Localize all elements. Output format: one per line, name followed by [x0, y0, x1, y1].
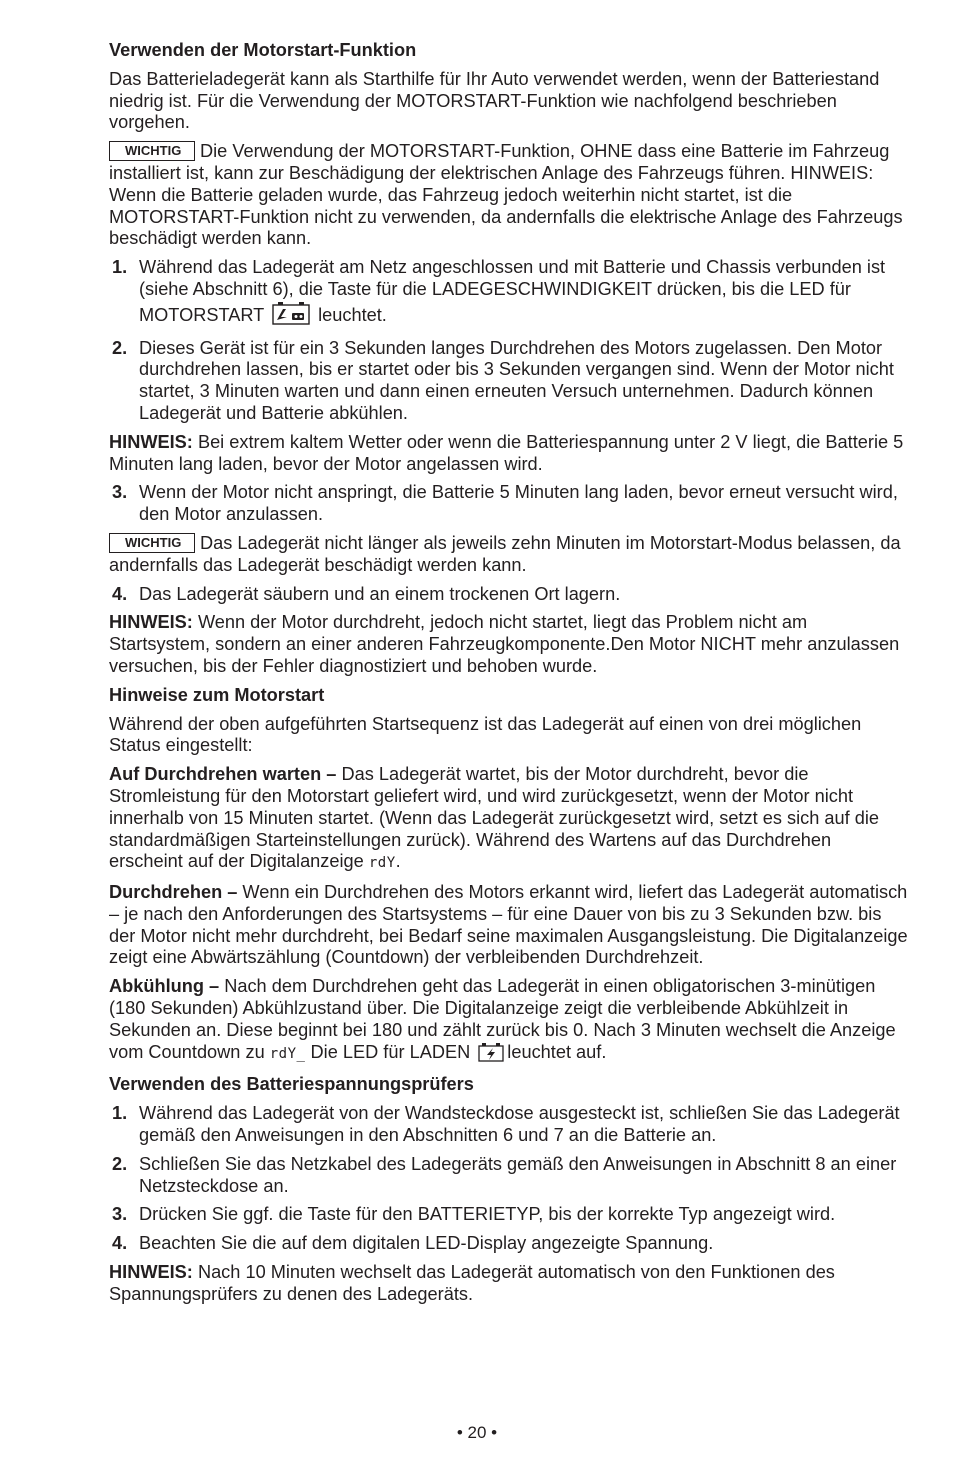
status-text: Nach dem Durchdrehen geht das Ladegerät in einen obligatorischen 3-minütigen (180 Sekunden) Abkühlzustand über. Die Digitalanzeige zeigt die verbleibende Abkühlzeit in Sekunden an. Diese beginnt bei 180 und zählt zurück bis 0. Nach 3 Minuten wechselt die Anzeige vom Countdown zu [109, 976, 896, 1062]
list-number: 1. [112, 257, 128, 278]
important-badge: WICHTIG [109, 141, 195, 161]
step-text-end: leuchtet. [318, 304, 387, 325]
list-item [109, 1154, 909, 1198]
list-item [109, 1204, 909, 1226]
list-item [109, 1233, 909, 1255]
page-number: • 20 • [456, 1423, 498, 1442]
step-text: Während das Ladegerät am Netz angeschlossen und mit Batterie und Chassis verbunden ist (siehe Abschnitt 6), die Taste für die LADEGESCHWINDIGKEIT drücken, bis die LED für MOTORSTART [139, 257, 886, 325]
important-note-2 [109, 533, 909, 577]
status-text-c: leuchtet auf. [507, 1041, 607, 1062]
status-crank [109, 882, 909, 969]
status-label: Durchdrehen – [109, 882, 238, 903]
charge-battery-icon [478, 1042, 504, 1068]
list-item [109, 482, 909, 526]
important-text-1: Die Verwendung der MOTORSTART-Funktion, OHNE dass eine Batterie im Fahrzeug installiert ist, kann zur Beschädigung der elektrischen Anlage des Fahrzeugs führen. HINWEIS: Wenn die Batterie geladen wurde, das Fahrzeug jedoch weiterhin nicht startet, ist die MOTORSTART-Funktion nicht zu verwenden, da andernfalls die elektrische Anlage des Fahrzeugs beschädigt werden kann. [109, 141, 903, 249]
list-item [109, 257, 909, 330]
motorstart-steps-continued [109, 482, 909, 526]
list-item [109, 584, 909, 606]
step-text: Wenn der Motor nicht anspringt, die Batterie 5 Minuten lang laden, bevor erneut versucht wird, den Motor anzulassen. [139, 482, 898, 525]
step-text: Beachten Sie die auf dem digitalen LED-Display angezeigte Spannung. [139, 1233, 714, 1254]
step-text: Drücken Sie ggf. die Taste für den BATTERIETYP, bis der korrekte Typ angezeigt wird. [139, 1204, 836, 1225]
section-title-hints: Hinweise zum Motorstart [109, 684, 325, 705]
list-item [109, 1103, 909, 1147]
list-number: 4. [112, 583, 128, 604]
important-text-2: Das Ladegerät nicht länger als jeweils zehn Minuten im Motorstart-Modus belassen, da andernfalls das Ladegerät beschädigt werden kann. [109, 532, 901, 575]
important-note-1 [109, 141, 909, 250]
status-wait [109, 764, 909, 875]
motorstart-intro: Das Batterieladegerät kann als Starthilfe für Ihr Auto verwendet werden, wenn der Batteriestand niedrig ist. Für die Verwendung der MOTORSTART-Funktion wie nachfolgend beschrieben vorgehen. [109, 68, 880, 133]
note-text: Bei extrem kaltem Wetter oder wenn die Batteriespannung unter 2 V liegt, die Batterie 5 Minuten lang laden, bevor der Motor angelassen wird. [109, 431, 904, 474]
display-readout: rdY [368, 855, 396, 872]
motorstart-steps-final [109, 584, 909, 606]
status-text-b: Die LED für LADEN [310, 1041, 471, 1062]
section-title-tester: Verwenden des Batteriespannungsprüfers [109, 1074, 474, 1095]
list-number: 1. [112, 1103, 128, 1124]
note-2 [109, 612, 909, 677]
display-readout: rdY_ [269, 1045, 306, 1062]
list-number: 4. [112, 1233, 128, 1254]
hints-intro: Während der oben aufgeführten Startsequenz ist das Ladegerät auf einen von drei möglichen Status eingestellt: [109, 713, 862, 756]
note-text: Nach 10 Minuten wechselt das Ladegerät automatisch von den Funktionen des Spannungsprüfers zu denen des Ladegeräts. [109, 1262, 835, 1304]
step-text: Dieses Gerät ist für ein 3 Sekunden langes Durchdrehen des Motors zugelassen. Den Motor durchdrehen lassen, bis er startet oder bis 3 Sekunden vergangen sind. Wenn der Motor nicht startet, 3 Minuten warten und dann einen erneuten Versuch unternehmen. Dadurch können Ladegerät und Batterie abkühlen. [139, 337, 894, 423]
manual-page [109, 40, 909, 1313]
status-label: Abkühlung – [109, 976, 220, 997]
list-number: 2. [112, 1153, 128, 1174]
note-label: HINWEIS: [109, 431, 193, 452]
status-text-end: . [395, 851, 401, 872]
important-badge: WICHTIG [109, 533, 195, 553]
note-text: Wenn der Motor durchdreht, jedoch nicht startet, liegt das Problem nicht am Startsystem, sondern an einer anderen Fahrzeugkomponente.Den Motor NICHT mehr anzulassen versuchen, bis der Fehler diagnostiziert und behoben wurde. [109, 612, 900, 676]
engine-start-icon [272, 301, 310, 331]
tester-note [109, 1262, 909, 1306]
note-label: HINWEIS: [109, 612, 193, 633]
status-label: Auf Durchdrehen warten – [109, 764, 337, 785]
section-title-motorstart: Verwenden der Motorstart-Funktion [109, 40, 417, 60]
status-cool [109, 976, 909, 1067]
note-label: HINWEIS: [109, 1262, 193, 1283]
note-1 [109, 432, 909, 476]
tester-steps [109, 1103, 909, 1255]
status-text: Das Ladegerät wartet, bis der Motor durchdreht, bevor die Stromleistung für den Motorstart geliefert wird, und wird zurückgesetzt, wenn der Motor nicht innerhalb von 15 Minuten startet. (Wenn das Ladegerät zurückgesetzt wird, setzt es sich auf die standardmäßigen Starteinstellungen zurück). Während des Wartens auf das Durchdrehen erscheint auf der Digitalanzeige [109, 764, 880, 872]
step-text: Während das Ladegerät von der Wandsteckdose ausgesteckt ist, schließen Sie das Ladegerät gemäß den Anweisungen in den Abschnitten 6 und 7 an die Batterie an. [139, 1103, 900, 1146]
list-item [109, 338, 909, 425]
step-text: Schließen Sie das Netzkabel des Ladegeräts gemäß den Anweisungen in Abschnitt 8 an einer Netzsteckdose an. [139, 1153, 897, 1196]
status-text: Wenn ein Durchdrehen des Motors erkannt wird, liefert das Ladegerät automatisch – je nach den Anforderungen des Startsystems – für eine Dauer von bis zu 3 Sekunden bzw. bis der Motor nicht mehr durchdreht, bei Bedarf seine maximalen Ausgangsleistung. Die Digitalanzeige zeigt eine Abwärtszählung (Countdown) der verbleibenden Durchdrehzeit. [109, 882, 908, 968]
step-text: Das Ladegerät säubern und an einem trockenen Ort lagern. [139, 583, 621, 604]
list-number: 3. [112, 1204, 128, 1225]
list-number: 3. [112, 482, 128, 503]
list-number: 2. [112, 337, 128, 358]
motorstart-steps [109, 257, 909, 425]
